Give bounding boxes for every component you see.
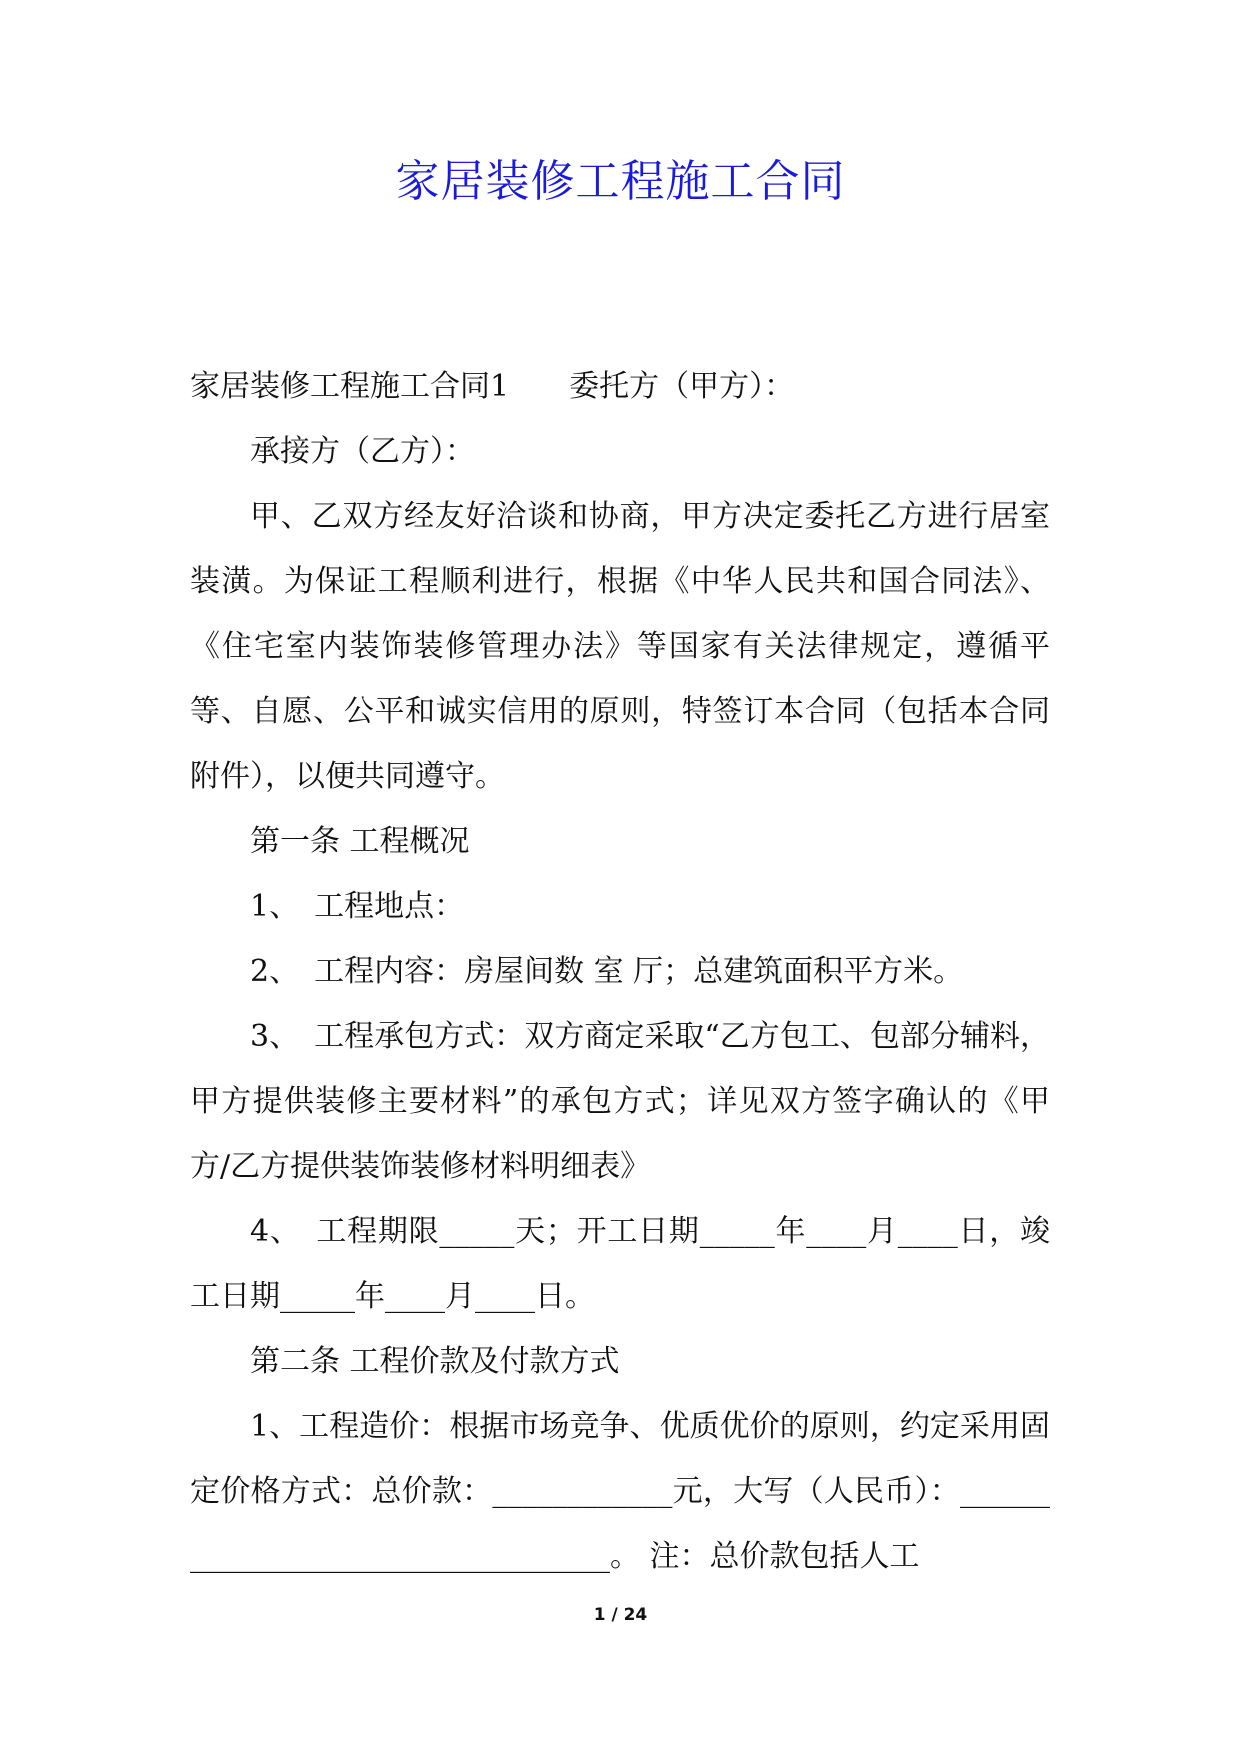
article-1-item-1: 1、 工程地点：	[250, 889, 465, 924]
paragraph-preamble: 甲、乙双方经友好洽谈和协商，甲方决定委托乙方进行居室装潢。为保证工程顺利进行，根据《中华人民共和国合同法》、《住宅室内装饰装修管理办法》等国家有关法律规定，遵循平等、自愿、公平和诚实信用的原则，特签订本合同（包括本合同附件），以便共同遵守。	[190, 499, 1050, 794]
article-2-item-1: 1、工程造价：根据市场竞争、优质优价的原则，约定采用固定价格方式：总价款：____________元，大写（人民币）：__________________________________。 注：总价款包括人工	[190, 1409, 1050, 1574]
paragraph-contract-heading: 家居装修工程施工合同1 委托方（甲方）：	[190, 369, 795, 404]
document-title: 家居装修工程施工合同	[395, 156, 846, 207]
article-1-heading: 第一条 工程概况	[250, 824, 470, 859]
article-1-item-3: 3、 工程承包方式：双方商定采取“乙方包工、包部分辅料，甲方提供装修主要材料”的承包方式；详见双方签字确认的《甲方/乙方提供装饰装修材料明细表》	[190, 1019, 1050, 1184]
article-2-heading: 第二条 工程价款及付款方式	[250, 1344, 620, 1379]
article-1-item-2: 2、 工程内容：房屋间数 室 厅；总建筑面积平方米。	[250, 954, 964, 989]
paragraph-contractor: 承接方（乙方）：	[250, 434, 475, 469]
page-number: 1 / 24	[593, 1605, 648, 1625]
document-body	[190, 354, 1050, 1589]
article-1-item-4: 4、 工程期限_____天；开工日期_____年____月____日，竣工日期_____年____月____日。	[190, 1214, 1050, 1314]
